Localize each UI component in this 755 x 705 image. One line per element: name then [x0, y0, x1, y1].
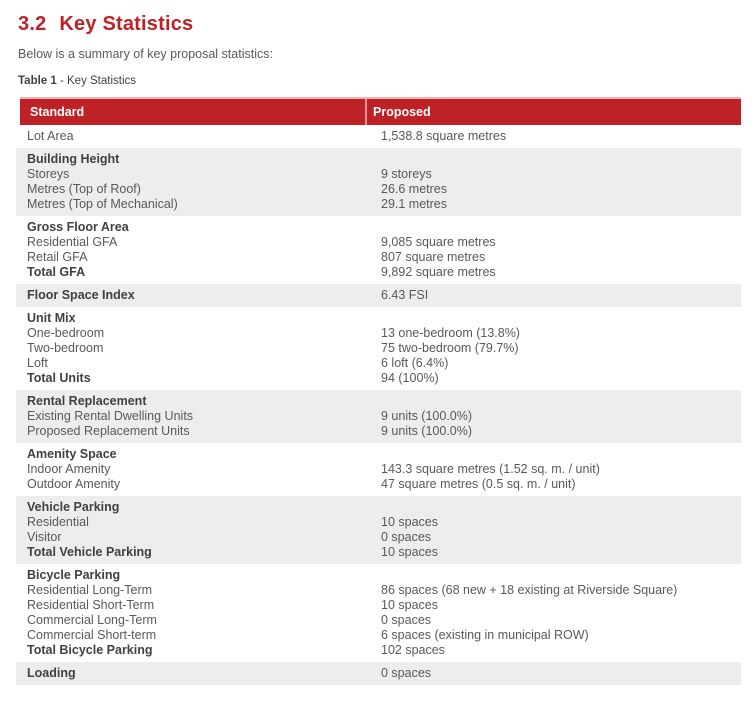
table-section: [16, 307, 741, 390]
intro-text: Below is a summary of key proposal statistics:: [18, 47, 273, 61]
table-section: [16, 125, 741, 148]
column-header-proposed: Proposed: [365, 99, 741, 125]
row-value: 9 storeys: [381, 167, 432, 181]
row-value: 86 spaces (68 new + 18 existing at Riverside Square): [381, 583, 678, 597]
table-section: [16, 496, 741, 564]
table-row: [16, 288, 741, 303]
table-section: [16, 148, 741, 216]
table-row: [16, 477, 741, 492]
table-caption-label: Table 1: [18, 75, 57, 87]
row-label: Commercial Long-Term: [27, 613, 157, 627]
section-title: Key Statistics: [59, 13, 194, 35]
row-label: Loft: [27, 356, 48, 370]
row-label: Metres (Top of Roof): [27, 182, 141, 196]
table-header-row: [20, 97, 741, 125]
row-label: Residential: [27, 515, 89, 529]
row-value: 6 loft (6.4%): [381, 356, 449, 370]
table-row: [16, 666, 741, 681]
table-row: [16, 250, 741, 265]
section-header-value-spacer: [381, 568, 741, 583]
section-header-row: [16, 152, 741, 167]
section-header-label: Vehicle Parking: [27, 500, 120, 514]
row-value: 10 spaces: [381, 598, 438, 612]
row-value: 75 two-bedroom (79.7%): [381, 341, 519, 355]
section-number: 3.2: [18, 13, 47, 35]
row-value: 26.6 metres: [381, 182, 448, 196]
table-section: [16, 216, 741, 284]
section-header-label: Rental Replacement: [27, 394, 147, 408]
table-section: [16, 564, 741, 662]
document-page: [0, 13, 755, 705]
table-row: [16, 326, 741, 341]
table-row: [16, 545, 741, 560]
table-row: [16, 628, 741, 643]
row-label: Total Vehicle Parking: [27, 545, 152, 559]
table-row: [16, 613, 741, 628]
row-label: Loading: [27, 666, 76, 680]
row-label: Commercial Short-term: [27, 628, 157, 642]
row-value: 29.1 metres: [381, 197, 448, 211]
section-header-row: [16, 220, 741, 235]
section-header-label: Building Height: [27, 152, 120, 166]
section-header-value-spacer: [381, 394, 741, 409]
table-row: [16, 371, 741, 386]
row-label: Existing Rental Dwelling Units: [27, 409, 194, 423]
row-value: 102 spaces: [381, 643, 445, 657]
table-row: [16, 515, 741, 530]
row-label: Floor Space Index: [27, 288, 135, 302]
key-statistics-table: [16, 97, 741, 685]
table-row: [16, 424, 741, 439]
table-row: [16, 167, 741, 182]
section-header-value-spacer: [381, 152, 741, 167]
row-value: 47 square metres (0.5 sq. m. / unit): [381, 477, 576, 491]
section-header-label: Unit Mix: [27, 311, 76, 325]
section-header-value-spacer: [381, 500, 741, 515]
row-label: Visitor: [27, 530, 62, 544]
row-value: 9 units (100.0%): [381, 409, 473, 423]
row-label: Storeys: [27, 167, 70, 181]
table-section: [16, 284, 741, 307]
table-row: [16, 643, 741, 658]
row-label: Outdoor Amenity: [27, 477, 121, 491]
column-header-standard: Standard: [30, 105, 85, 119]
row-label: Total GFA: [27, 265, 86, 279]
row-label: Residential GFA: [27, 235, 118, 249]
table-row: [16, 129, 741, 144]
section-header-row: [16, 394, 741, 409]
row-value: 1,538.8 square metres: [381, 129, 507, 143]
section-header-label: Amenity Space: [27, 447, 117, 461]
table-section: [16, 390, 741, 443]
row-label: Residential Short-Term: [27, 598, 155, 612]
section-header-value-spacer: [381, 447, 741, 462]
table-caption-title: - Key Statistics: [56, 75, 137, 87]
row-value: 143.3 square metres (1.52 sq. m. / unit): [381, 462, 600, 476]
row-value: 10 spaces: [381, 515, 438, 529]
section-header-row: [16, 500, 741, 515]
row-value: 10 spaces: [381, 545, 438, 559]
row-label: Lot Area: [27, 129, 74, 143]
table-row: [16, 182, 741, 197]
row-label: Proposed Replacement Units: [27, 424, 190, 438]
table-row: [16, 409, 741, 424]
table-row: [16, 530, 741, 545]
section-header-row: [16, 568, 741, 583]
section-heading: [18, 13, 755, 36]
row-value: 9,085 square metres: [381, 235, 496, 249]
row-value: 6.43 FSI: [381, 288, 429, 302]
row-value: 13 one-bedroom (13.8%): [381, 326, 520, 340]
section-header-value-spacer: [381, 220, 741, 235]
table-row: [16, 265, 741, 280]
table-section: [16, 662, 741, 685]
table-row: [16, 598, 741, 613]
row-label: Retail GFA: [27, 250, 88, 264]
row-label: Residential Long-Term: [27, 583, 153, 597]
row-label: One-bedroom: [27, 326, 105, 340]
row-label: Total Units: [27, 371, 91, 385]
row-value: 9 units (100.0%): [381, 424, 473, 438]
row-label: Two-bedroom: [27, 341, 104, 355]
row-label: Total Bicycle Parking: [27, 643, 153, 657]
table-section: [16, 443, 741, 496]
table-row: [16, 462, 741, 477]
row-value: 0 spaces: [381, 613, 432, 627]
section-header-value-spacer: [381, 311, 741, 326]
section-header-row: [16, 447, 741, 462]
section-header-row: [16, 311, 741, 326]
row-value: 0 spaces: [381, 666, 432, 680]
table-body: [16, 125, 741, 685]
row-value: 9,892 square metres: [381, 265, 496, 279]
table-row: [16, 583, 741, 598]
table-row: [16, 356, 741, 371]
row-label: Metres (Top of Mechanical): [27, 197, 178, 211]
table-caption: [18, 75, 755, 87]
row-value: 6 spaces (existing in municipal ROW): [381, 628, 589, 642]
row-value: 0 spaces: [381, 530, 432, 544]
table-row: [16, 341, 741, 356]
table-row: [16, 197, 741, 212]
table-row: [16, 235, 741, 250]
row-value: 807 square metres: [381, 250, 486, 264]
section-header-label: Gross Floor Area: [27, 220, 129, 234]
section-header-label: Bicycle Parking: [27, 568, 121, 582]
row-label: Indoor Amenity: [27, 462, 111, 476]
row-value: 94 (100%): [381, 371, 439, 385]
